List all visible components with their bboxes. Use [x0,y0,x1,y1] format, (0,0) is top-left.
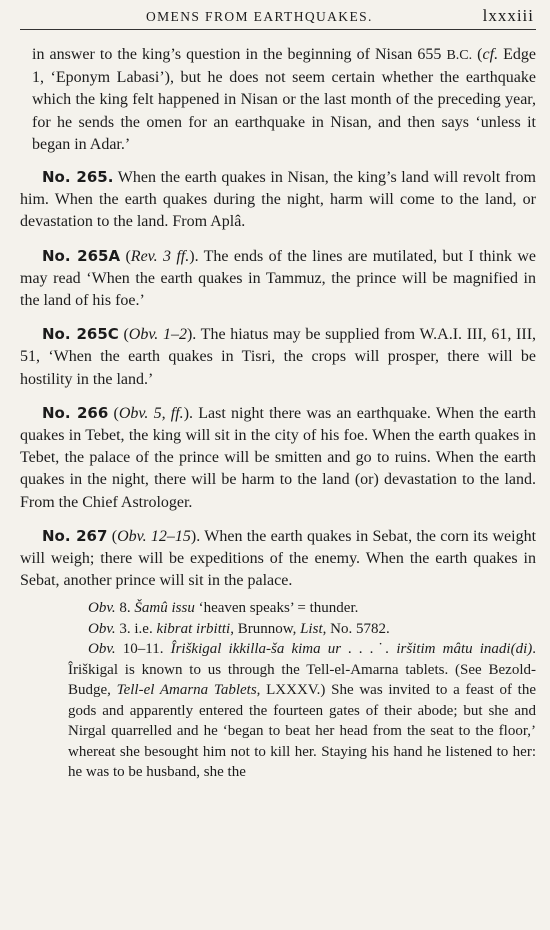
intro-paragraph: in answer to the king’s question in the beginning of Nisan 655 B.C. (cf. Edge 1, ‘Eponym Labasi’), but he does not seem certain whether the earthquake which the king felt happened in Nisan or the last month of the preceding year, for he sends the omen for an earthquake in Nisan, and then says ‘unless it began in Adar.’ [32,46,536,153]
running-header [20,0,536,30]
entry-number: No. 265. [42,168,114,187]
entry-266: No. 266 (Obv. 5, ff.). Last night there was an earthquake. When the earth quakes in Tebet, the king will sit in the city of his foe. When the earth quakes in Tebet, the palace of the prince will be smitten and go to ruins. When the earth quakes in the night, there will be harm to the land (or) devastation to the land. From the Chief Astrologer. [20,403,537,511]
note-obv-10-11: Obv. 10–11. Îriškigal ikkilla-ša kima ur . . .˙. iršitim mâtu inadi(di). Îriškigal is known to us through the Tell-el-Amarna tablets. (See Bezold-Budge, Tell-el Amarna Tablets, LXXXV.) She was invited to a feast of the gods and apparently entered the fourteen gates of their abode; but she and Nirgal quarrelled and he ‘began to beat her head from the seat to the floor,’ whereat she besought him not to kill her. Staying his hand he listened to her: he was to be husband, she the [68,641,537,781]
notes [20,598,536,783]
entry-267: No. 267 (Obv. 12–15). When the earth quakes in Sebat, the corn its weight will weigh; there will be expeditions of the enemy. When the earth quakes in Sebat, another prince will sit in the palace. [20,526,537,590]
body-text [20,44,536,592]
entry-number: No. 265A [42,246,121,265]
entry-number: No. 267 [42,526,108,545]
entry-number: No. 266 [42,403,109,422]
running-title: OMENS FROM EARTHQUAKES. [146,9,373,24]
entry-265c: No. 265C (Obv. 1–2). The hiatus may be supplied from W.A.I. III, 61, III, 51, ‘When the earth quakes in Tisri, the crops will prosper, there will be hostility in the land.’ [20,325,537,388]
entry-265a: No. 265A (Rev. 3 ff.). The ends of the lines are mutilated, but I think we may read ‘When the earth quakes in Tammuz, the prince will be magnified in the land of his foe.’ [20,246,536,310]
note-obv-3: Obv. 3. i.e. kibrat irbitti, Brunnow, List, No. 5782. [88,620,390,637]
entry-number: No. 265C [42,325,119,344]
page-number: lxxxiii [482,6,534,25]
note-obv-8: Obv. 8. Šamû issu ‘heaven speaks’ = thunder. [88,600,359,617]
entry-265: No. 265. When the earth quakes in Nisan, the king’s land will revolt from him. When the earth quakes during the night, harm will come to the land, or devastation to the land. From Aplâ. [20,168,536,231]
